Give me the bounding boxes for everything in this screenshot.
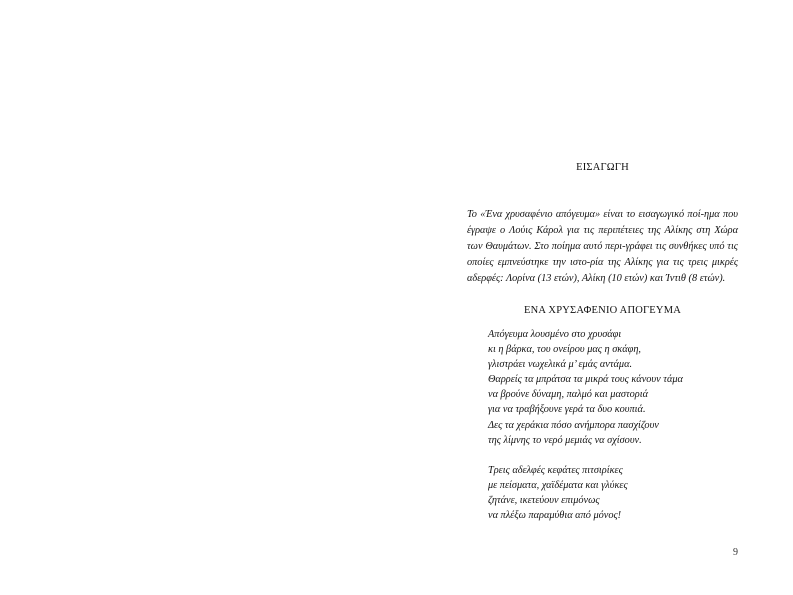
intro-heading: ΕΙΣΑΓΩΓΗ [576, 162, 629, 173]
poem-line: Απόγευμα λουσμένο στο χρυσάφι [488, 329, 622, 340]
poem-line: να βρούνε δύναμη, παλμό και μαστοριά [488, 389, 648, 401]
poem-title: ΕΝΑ ΧΡΥΣΑΦΕΝΙΟ ΑΠΟΓΕΥΜΑ [523, 305, 682, 316]
poem-line: γλιστράει νωχελικά μ’ εμάς αντάμα. [488, 359, 633, 371]
poem-line: με πείσματα, χαϊδέματα και γλύκες [488, 480, 628, 492]
poem-line: ζητάνε, ικετεύουν επιμόνως [488, 495, 600, 507]
page-number: 9 [733, 547, 738, 558]
poem-line: Θαρρείς τα μπράτσα τα μικρά τους κάνουν τάμα [488, 374, 683, 386]
poem-line: Τρεις αδελφές κεφάτες πιτσιρίκες [488, 465, 623, 476]
poem-stanza-2 [488, 463, 740, 523]
poem-line: για να τραβήξουνε γερά τα δυο κουπιά. [488, 404, 646, 416]
poem-line: Δες τα χεράκια πόσο ανήμπορα πασχίζουν [488, 419, 659, 431]
poem-line: κι η βάρκα, του ονείρου μας η σκάφη, [488, 344, 642, 356]
poem-line: της λίμνης το νερό μεμιάς να σχίσουν. [488, 434, 642, 446]
poem-stanza-1 [488, 327, 740, 448]
intro-paragraph: Το «Ένα χρυσαφένιο απόγευμα» είναι το εισαγωγικό ποί-ημα που έγραψε ο Λούις Κάρολ για τις περιπέτειες της Αλίκης στη Χώρα των Θαυμάτων. Στο ποίημα αυτό περι-γράφει τις συνθήκες υπό τις οποίες εμπνεύστηκε την ιστο-ρία της Αλίκης για τις τρεις μικρές αδερφές: Λορίνα (13 ετών), Αλίκη (10 ετών) και Ίντιθ (8 ετών). [467, 209, 738, 285]
poem-line: να πλέξω παραμύθια από μόνος! [488, 510, 622, 522]
